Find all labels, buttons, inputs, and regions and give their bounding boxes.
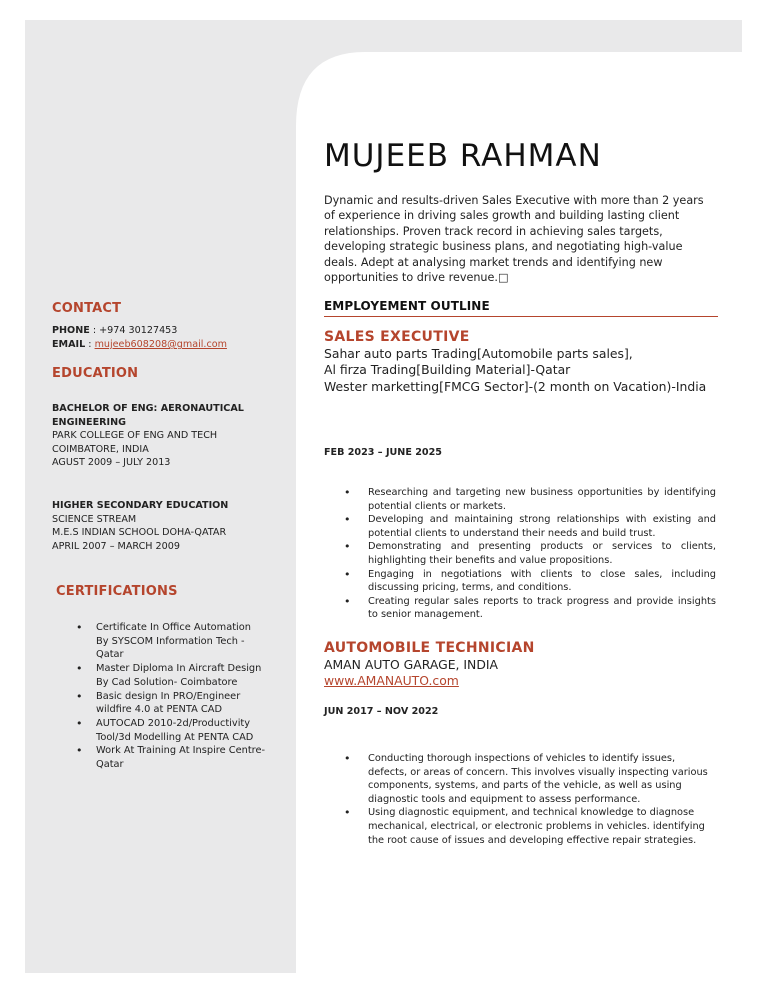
list-item: • Certificate In Office Automation By SYSCOM Information Tech -Qatar (56, 621, 266, 662)
section-divider (324, 316, 718, 317)
list-item: • Demonstrating and presenting products or services to clients, highlighting their benefits and value propositions. (324, 540, 716, 567)
list-item: • Conducting thorough inspections of vehicles to identify issues, defects, or areas of concern. This involves visually inspecting various components, systems, and parts of the vehicle, as well as using diagnostic tools and equipment to assess performance. (324, 752, 712, 806)
profile-summary: Dynamic and results-driven Sales Executive with more than 2 years of experience in driving sales growth and building lasting client relationships. Proven track record in achieving sales targets, developing strategic business plans, and negotiating high-value deals. Adept at analysing market trends and identifying new opportunities to drive revenue.□ (324, 194, 704, 285)
school-location: COIMBATORE, INDIA (52, 443, 149, 455)
list-item: • Researching and targeting new business opportunities by identifying potential clients or markets. (324, 486, 716, 513)
job-duties-list (324, 486, 716, 622)
phone-line (52, 324, 177, 338)
contact-heading: CONTACT (52, 301, 122, 316)
list-item: • Master Diploma In Aircraft Design By Cad Solution- Coimbatore (56, 662, 266, 689)
job-dates: FEB 2023 – JUNE 2025 (324, 447, 442, 458)
email-label: EMAIL (52, 339, 86, 350)
employer-line: Al firza Trading[Building Material]-Qatar (324, 362, 571, 378)
job-duties-list (324, 752, 712, 847)
list-item: • Basic design In PRO/Engineer wildfire 4.0 at PENTA CAD (56, 690, 266, 717)
certifications-heading: CERTIFICATIONS (56, 584, 178, 599)
job-company: AMAN AUTO GARAGE, INDIA (324, 657, 499, 672)
certifications-list (56, 621, 266, 772)
email-separator: : (85, 339, 95, 350)
school: PARK COLLEGE OF ENG AND TECH (52, 430, 218, 442)
job-employers (324, 346, 714, 395)
education-entry (52, 499, 272, 553)
candidate-name: MUJEEB RAHMAN (324, 138, 602, 174)
list-item: • Using diagnostic equipment, and technical knowledge to diagnose mechanical, electrical, or electronic problems in vehicles. identifying the root cause of issues and developing effective repair strategies. (324, 806, 712, 847)
employer-line: Sahar auto parts Trading[Automobile parts sales], (324, 346, 633, 361)
list-item: • Creating regular sales reports to track progress and provide insights to senior management. (324, 595, 716, 622)
employment-heading: EMPLOYEMENT OUTLINE (324, 299, 490, 313)
list-item: • AUTOCAD 2010-2d/Productivity Tool/3d Modelling At PENTA CAD (56, 717, 266, 744)
job-dates: JUN 2017 – NOV 2022 (324, 706, 439, 717)
school-location: M.E.S INDIAN SCHOOL DOHA-QATAR (52, 527, 227, 539)
list-item: • Developing and maintaining strong relationships with existing and potential clients to understand their needs and build trust. (324, 513, 716, 540)
phone-label: PHONE (52, 325, 90, 336)
education-entry (52, 402, 272, 470)
education-dates: APRIL 2007 – MARCH 2009 (52, 540, 180, 552)
job-title: SALES EXECUTIVE (324, 329, 470, 345)
list-item: • Work At Training At Inspire Centre- Qatar (56, 744, 266, 771)
education-heading: EDUCATION (52, 366, 139, 381)
employer-line: Wester marketting[FMCG Sector]-(2 month on Vacation)-India (324, 378, 707, 394)
email-link[interactable]: mujeeb608208@gmail.com (94, 339, 227, 350)
job-title: AUTOMOBILE TECHNICIAN (324, 640, 535, 656)
email-line (52, 338, 227, 352)
degree: BACHELOR OF ENG: AERONAUTICAL ENGINEERING (52, 403, 244, 428)
list-item: • Engaging in negotiations with clients to close sales, including discussing pricing, terms, and conditions. (324, 568, 716, 595)
school: SCIENCE STREAM (52, 513, 137, 525)
phone-number: : +974 30127453 (89, 325, 178, 336)
education-dates: AGUST 2009 – JULY 2013 (52, 457, 171, 469)
company-website-link[interactable]: www.AMANAUTO.com (324, 673, 459, 688)
degree: HIGHER SECONDARY EDUCATION (52, 500, 229, 511)
